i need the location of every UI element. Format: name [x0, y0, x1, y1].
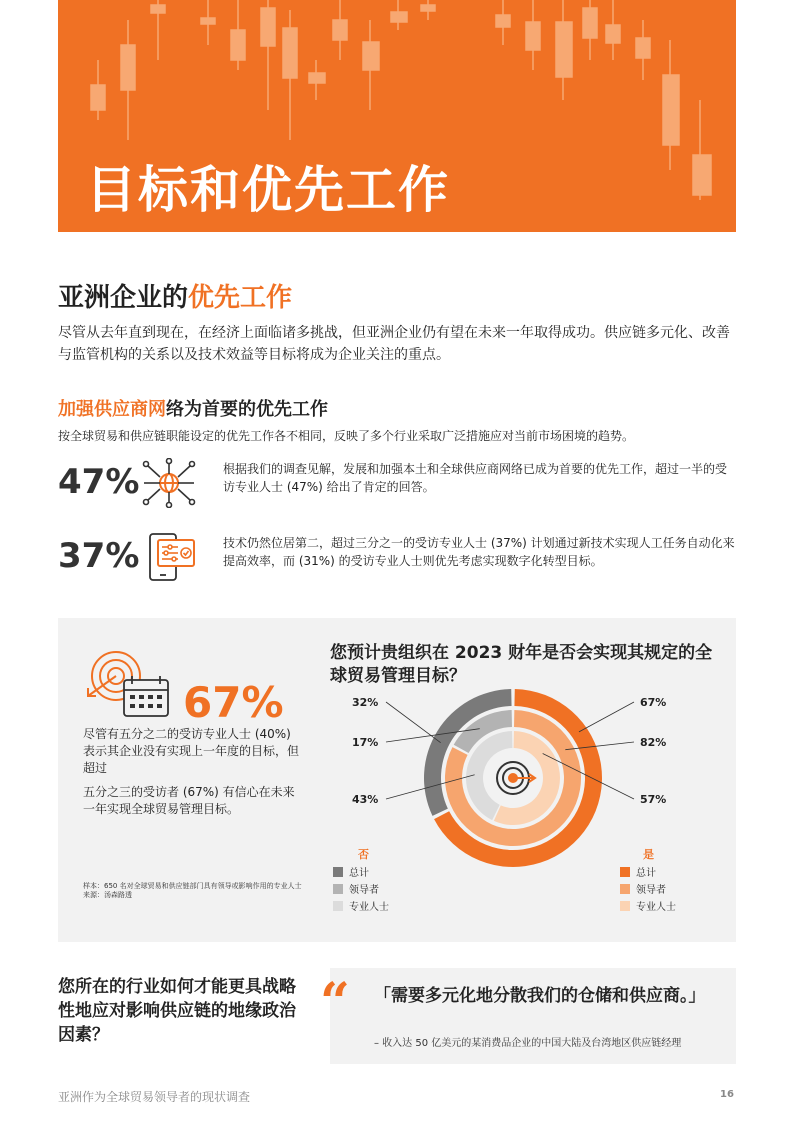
legend-label: 专业人士: [636, 902, 676, 913]
legend-swatch: [333, 867, 343, 877]
mobile-settings-icon: [146, 532, 204, 584]
panel-text-1: 尽管有五分之二的受访专业人士 (40%) 表示其企业没有实现上一年度的目标，但超过: [83, 727, 300, 775]
legend-label: 领导者: [636, 885, 666, 896]
subsection-title: [58, 395, 328, 421]
leader-line-no-0: [386, 702, 441, 743]
target-calendar-icon: [86, 648, 176, 723]
big-stat: 67%: [183, 678, 284, 727]
legend-no-title: 否: [358, 848, 369, 861]
stat-description: 根据我们的调查见解，发展和加强本土和全球供应商网络已成为首要的优先工作，超过一半的受访专业人士 (47%) 给出了肯定的回答。: [223, 462, 728, 494]
target-center-icon: [497, 762, 535, 794]
legend-swatch: [620, 867, 630, 877]
section-title: [58, 277, 292, 314]
legend-swatch: [333, 901, 343, 911]
legend-label: 总计: [349, 868, 369, 879]
stat-row-supplier: [58, 458, 738, 518]
data-label-yes-1: 82%: [640, 736, 667, 749]
stat-description: 技术仍然位居第二，超过三分之一的受访专业人士 (37%) 计划通过新技术实现人工任务自动化来提高效率，而 (31%) 的受访专业人士则优先考虑实现数字化转型目标。: [223, 536, 735, 568]
legend-no-total: [333, 864, 369, 878]
leader-line-yes-1: [565, 742, 634, 750]
section-title-highlight: 优先工作: [188, 283, 293, 313]
legend-swatch: [620, 884, 630, 894]
legend-label: 总计: [636, 868, 656, 879]
survey-panel: [58, 618, 736, 942]
legend-yes-total: [620, 864, 656, 878]
quote-attribution: – 收入达 50 亿美元的某消费品企业的中国大陆及台湾地区供应链经理: [374, 1038, 682, 1049]
network-globe-icon: [140, 458, 198, 508]
stat-value: 47%: [58, 462, 140, 502]
data-label-no-1: 17%: [352, 736, 379, 749]
legend-yes-professionals: [620, 898, 676, 912]
data-label-no-2: 43%: [352, 793, 379, 806]
data-label-yes-0: 67%: [640, 696, 667, 709]
chart-title: 您预计贵组织在 2023 财年是否会实现其规定的全球贸易管理目标？: [330, 643, 713, 686]
sample-note: 样本：650 名对全球贸易和供应链部门具有领导或影响作用的专业人士 来源：汤森路透: [83, 882, 302, 899]
data-label-no-0: 32%: [352, 696, 379, 709]
intro-paragraph: 尽管从去年直到现在，在经济上面临诸多挑战，但亚洲企业仍有望在未来一年取得成功。供应链多元化、改善与监管机构的关系以及技术效益等目标将成为企业关注的重点。: [58, 325, 730, 363]
quote-text: 「需要多元化地分散我们的仓储和供应商。」: [374, 986, 706, 1006]
quote-mark-icon: “: [320, 972, 350, 1033]
legend-yes-title: 是: [643, 848, 654, 861]
panel-text-2: 五分之三的受访者 (67%) 有信心在未来一年实现全球贸易管理目标。: [83, 785, 295, 816]
subsection-description: 按全球贸易和供应链职能设定的优先工作各不相同，反映了多个行业采取广泛措施应对当前市场困境的趋势。: [58, 429, 635, 443]
subsection-title-rest: 络为首要的优先工作: [166, 399, 328, 420]
legend-label: 专业人士: [349, 902, 389, 913]
legend-label: 领导者: [349, 885, 379, 896]
legend-no-leaders: [333, 881, 379, 895]
page-number: 16: [720, 1089, 734, 1100]
page-title: 目标和优先工作: [86, 161, 450, 219]
section-title-prefix: 亚洲企业的: [58, 283, 189, 313]
data-label-yes-2: 57%: [640, 793, 667, 806]
header-banner: [58, 0, 736, 232]
stat-value: 37%: [58, 536, 140, 576]
quote-box: [320, 968, 736, 1064]
legend-swatch: [620, 901, 630, 911]
leader-line-yes-0: [579, 702, 634, 732]
donut-chart: [330, 688, 720, 868]
subsection-title-highlight: 加强供应商网: [58, 399, 166, 420]
legend-yes-leaders: [620, 881, 666, 895]
stat-row-technology: [58, 532, 738, 592]
legend-no-professionals: [333, 898, 389, 912]
legend-swatch: [333, 884, 343, 894]
question-heading: 您所在的行业如何才能更具战略性地应对影响供应链的地缘政治因素？: [58, 977, 296, 1045]
footer-title: 亚洲作为全球贸易领导者的现状调查: [58, 1090, 251, 1104]
